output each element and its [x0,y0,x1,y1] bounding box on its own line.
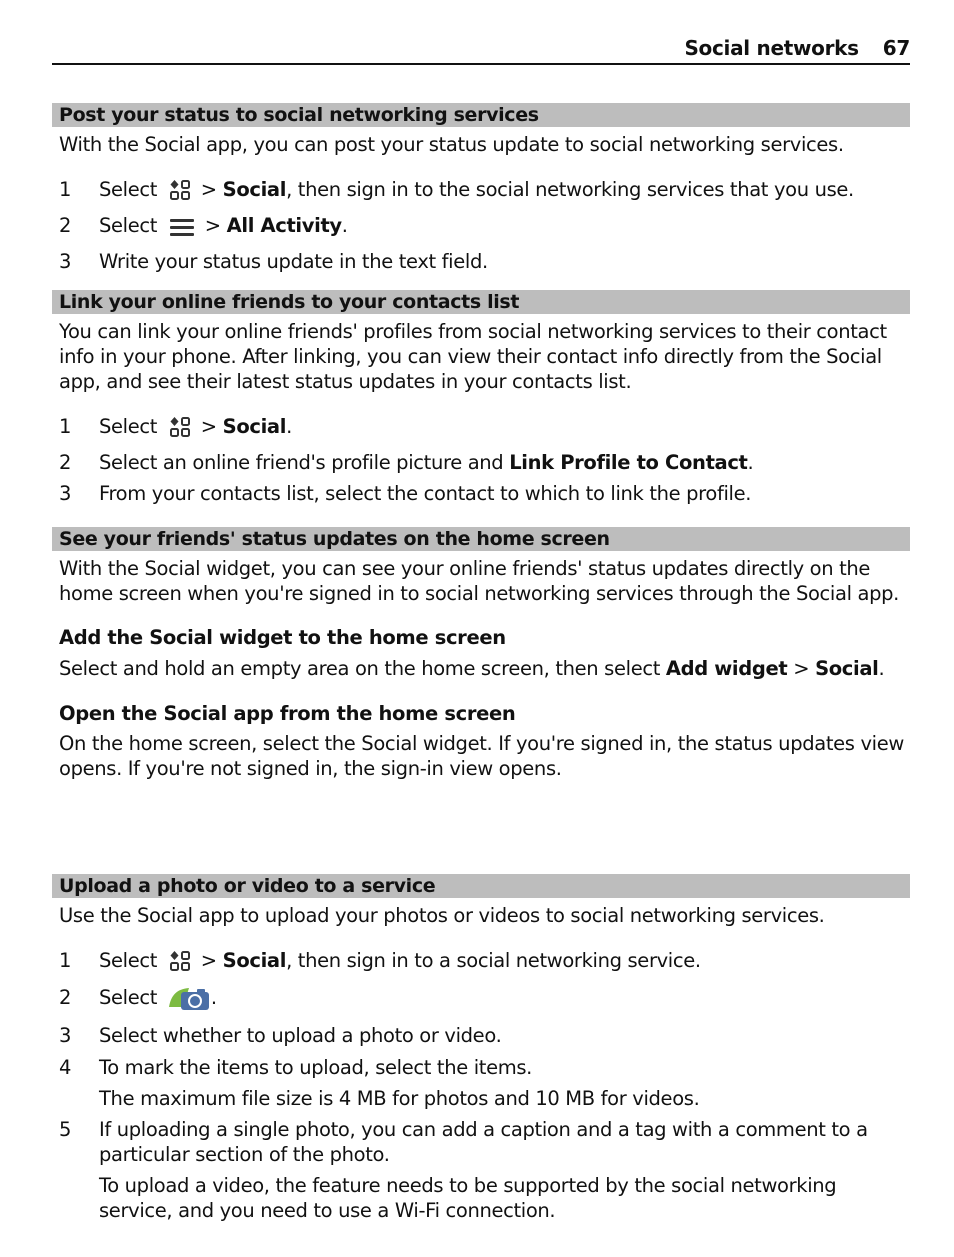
step-text: Select an online friend's profile picture and [99,451,504,474]
ui-label: Link Profile to Contact [509,451,748,474]
step-3 [52,481,910,506]
paragraph-text: Select and hold an empty area on the home screen, then select [59,657,661,680]
add-widget-text [52,656,910,681]
step-4-note: The maximum file size is 4 MB for photos and 10 MB for videos. [99,1087,700,1110]
ui-label: Social [222,415,287,438]
gt-separator: > [793,657,810,680]
section-heading: Link your online friends to your contacts list [52,290,910,314]
section-link-friends [52,290,910,506]
step-text: Select [99,214,158,237]
page-number: 67 [882,36,910,60]
running-header [52,36,910,65]
step-number: 3 [59,482,72,505]
step-3 [52,1023,910,1048]
step-text: From your contacts list, select the contact to which to link the profile. [99,482,752,505]
step-number: 1 [59,415,72,438]
section-intro: With the Social widget, you can see your online friends' status updates directly on the home screen when you're signed in to social networking services through the Social app. [59,557,900,605]
step-number: 4 [59,1056,72,1079]
menu-icon [169,217,195,243]
step-1 [52,948,910,978]
subheading-open-app: Open the Social app from the home screen [59,702,516,725]
ui-label: Social [222,178,287,201]
step-2 [52,213,910,243]
step-number: 1 [59,178,72,201]
step-text-tail: . [286,415,292,438]
open-app-text: On the home screen, select the Social widget. If you're signed in, the status updates view opens. If you're not signed in, the sign-in view opens. [59,732,904,780]
section-upload-photo [52,874,910,1223]
section-post-status [52,103,910,274]
section-heading: Upload a photo or video to a service [52,874,910,898]
section-heading: Post your status to social networking services [52,103,910,127]
step-3 [52,249,910,274]
gt-separator: > [204,214,221,237]
section-intro: You can link your online friends' profiles from social networking services to their contact info in your phone. After linking, you can view their contact info directly from the Social app, and see their latest status updates in your contacts list. [59,320,887,393]
step-2 [52,985,910,1017]
ui-label: All Activity [226,214,342,237]
section-heading: See your friends' status updates on the home screen [52,527,910,551]
step-text: Select [99,415,158,438]
step-5 [52,1117,910,1167]
step-text: To mark the items to upload, select the items. [99,1056,533,1079]
gt-separator: > [200,178,217,201]
step-1 [52,414,910,444]
step-text-tail: . [210,986,217,1009]
apps-grid-icon [169,950,191,978]
apps-grid-icon [169,416,191,444]
step-number: 3 [59,1024,72,1047]
section-friends-updates [52,527,910,781]
step-number: 1 [59,949,72,972]
ui-label: Add widget [665,657,788,680]
ui-label: Social [815,657,879,680]
ui-label: Social [222,949,287,972]
header-section-title: Social networks [684,36,859,60]
camera-icon [167,985,211,1017]
step-text-tail: , then sign in to a social networking service. [286,949,701,972]
step-text: Select [99,178,158,201]
subheading-add-widget: Add the Social widget to the home screen [59,626,506,649]
step-text: Select [99,986,158,1009]
step-5-note: To upload a video, the feature needs to be supported by the social networking service, and you need to use a Wi-Fi connection. [99,1174,837,1222]
step-text-tail: , then sign in to the social networking services that you use. [286,178,854,201]
step-number: 2 [59,986,72,1009]
apps-grid-icon [169,179,191,207]
section-intro: Use the Social app to upload your photos or videos to social networking services. [59,904,825,927]
gt-separator: > [200,949,217,972]
step-text-tail: . [341,214,348,237]
step-text: Write your status update in the text field. [99,250,488,273]
step-number: 5 [59,1118,72,1141]
step-1 [52,177,910,207]
step-text-tail: . [747,451,754,474]
step-text: If uploading a single photo, you can add a caption and a tag with a comment to a particular section of the photo. [99,1118,868,1166]
section-intro: With the Social app, you can post your status update to social networking services. [59,133,844,156]
step-text: Select whether to upload a photo or video. [99,1024,502,1047]
step-text: Select [99,949,158,972]
step-number: 2 [59,214,72,237]
step-number: 2 [59,451,72,474]
step-number: 3 [59,250,72,273]
step-4 [52,1055,910,1080]
step-2 [52,450,910,475]
gt-separator: > [200,415,217,438]
paragraph-tail: . [878,657,885,680]
